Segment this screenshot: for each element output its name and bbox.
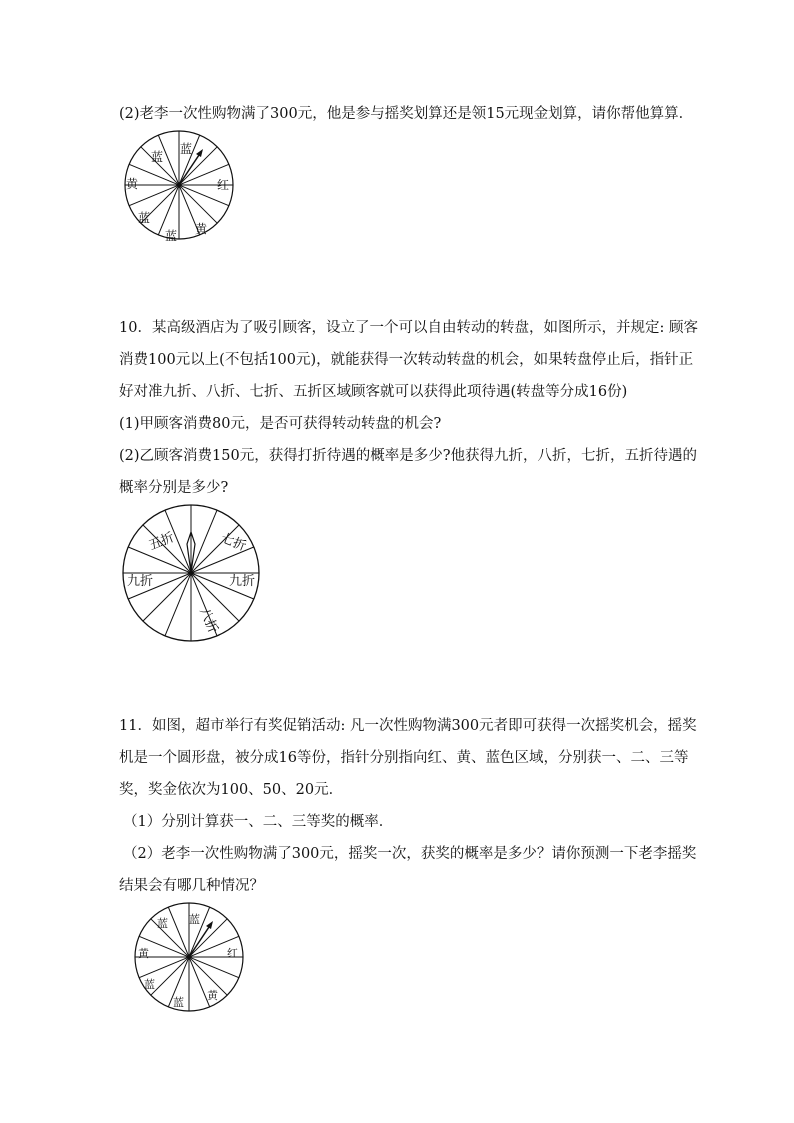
wheel2-label-70-off: 七折 — [218, 530, 249, 555]
question-10-part2-line-2: 概率分别是多少? — [119, 480, 229, 496]
wheel1-label-blue: 蓝 — [138, 211, 151, 225]
wheel3-label-yellow: 黄 — [138, 947, 149, 960]
wheel3-label-blue: 蓝 — [173, 996, 184, 1009]
wheel3-label-blue: 蓝 — [157, 917, 168, 930]
wheel1-label-yellow: 黄 — [195, 222, 208, 236]
wheel3-label-yellow: 黄 — [207, 989, 218, 1002]
wheel2-label-50-off: 五折 — [146, 530, 177, 554]
question-10-part1: (1)甲顾客消费80元，是否可获得转动转盘的机会? — [119, 416, 442, 432]
wheel3-label-blue: 蓝 — [144, 978, 155, 991]
question-11-line-2: 机是一个圆形盘，被分成16等份，指针分别指向红、黄、蓝色区域，分别获一、二、三等 — [119, 750, 689, 766]
wheel1-label-blue: 蓝 — [151, 150, 164, 164]
question-10-line-1: 10．某高级酒店为了吸引顾客，设立了一个可以自由转动的转盘，如图所示，并规定: 顾客 — [119, 320, 698, 336]
spinner-wheel-colors-2 — [129, 898, 249, 1018]
question-11-part1: （1）分别计算获一、二、三等奖的概率． — [123, 814, 394, 830]
question-11-line-3: 奖，奖金依次为100、50、20元． — [119, 782, 344, 798]
wheel3-label-red: 红 — [227, 947, 238, 960]
wheel2-label-80-off: 八折 — [196, 605, 221, 636]
question-11-part2-line-1: （2）老李一次性购物满了300元，摇奖一次，获奖的概率是多少？请你预测一下老李摇奖 — [123, 846, 697, 862]
question-11-line-1: 11．如图，超市举行有奖促销活动: 凡一次性购物满300元者即可获得一次摇奖机会，摇奖 — [119, 718, 697, 734]
spinner-wheel-colors-1 — [119, 130, 239, 250]
wheel2-label-90-off: 九折 — [127, 574, 154, 589]
wheel3-label-blue: 蓝 — [189, 913, 200, 926]
wheel2-label-90-off: 九折 — [229, 574, 256, 589]
question-10-part2-line-1: (2)乙顾客消费150元，获得打折待遇的概率是多少?他获得九折，八折，七折，五折待遇的 — [119, 448, 697, 464]
wheel1-label-blue: 蓝 — [180, 142, 193, 156]
question-10-line-3: 好对准九折、八折、七折、五折区域顾客就可以获得此项待遇(转盘等分成16份) — [119, 384, 628, 400]
spinner-wheel-discounts — [117, 496, 267, 646]
question-10-line-2: 消费100元以上(不包括100元)，就能获得一次转动转盘的机会，如果转盘停止后，指针正 — [119, 352, 694, 368]
wheel1-label-blue: 蓝 — [165, 229, 178, 243]
question-11-part2-line-2: 结果会有哪几种情况？ — [119, 878, 264, 894]
wheel1-label-yellow: 黄 — [126, 177, 139, 191]
wheel1-label-red: 红 — [217, 178, 230, 192]
question-10-part2-text: (2)老李一次性购物满了300元，他是参与摇奖划算还是领15元现金划算，请你帮他算算． — [119, 106, 694, 122]
